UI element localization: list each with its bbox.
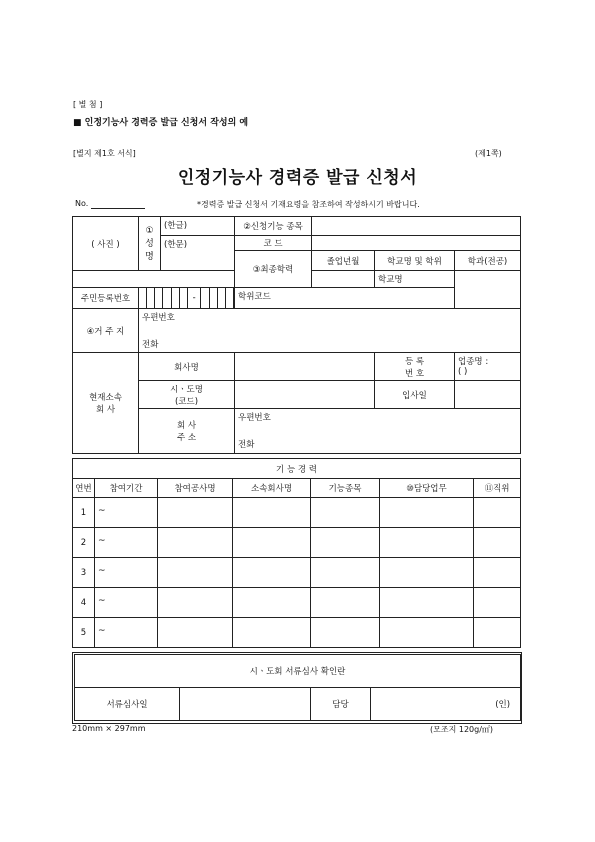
tilde-mark: ~ [98,506,106,516]
duty-field[interactable] [380,618,474,648]
name-hangul-field[interactable] [161,217,235,236]
company-label: 현재소속 회 사 [73,353,139,454]
skill-type-field[interactable] [312,217,521,236]
name-hanja-field[interactable] [161,236,235,271]
city-field[interactable] [235,381,375,409]
business-type-field[interactable] [455,353,521,381]
company-field[interactable] [233,558,311,588]
tilde-mark: ~ [98,536,106,546]
review-date-field[interactable] [180,688,311,721]
company-field[interactable] [233,618,311,648]
period-field[interactable] [95,588,158,618]
company-postal-label: 우편번호 [238,413,271,423]
period-field[interactable] [95,498,158,528]
ssn-label: 주민등록번호 [73,288,139,309]
career-table [72,458,521,648]
tilde-mark: ~ [98,566,106,576]
form-number: [별지 제1호 서식] [73,149,136,158]
manager-label: 담당 [311,688,371,721]
table-row [73,528,521,558]
hangul-label: (한글) [164,221,188,231]
number-label: No. [75,199,89,208]
duty-field[interactable] [380,588,474,618]
seal-field[interactable] [371,688,521,721]
skill-field[interactable] [311,528,380,558]
school-name-field[interactable] [375,271,455,288]
degree-code-field[interactable] [235,288,455,309]
skill-field[interactable] [311,498,380,528]
hanja-label: (한문) [164,240,188,250]
reg-no-label: 등 록 번 호 [375,353,455,381]
skill-field[interactable] [311,618,380,648]
project-field[interactable] [158,528,233,558]
postal-label: 우편번호 [142,313,175,323]
col-duty: ⑩담당업무 [380,479,474,498]
ssn-dash: - [188,288,202,308]
skill-field[interactable] [311,588,380,618]
skill-field[interactable] [311,558,380,588]
table-row [73,498,521,528]
col-no: 연번 [73,479,95,498]
col-position: ⑪직위 [474,479,521,498]
project-field[interactable] [158,558,233,588]
grad-year-field[interactable] [312,271,375,288]
section-heading: ■ 인정기능사 경력증 발급 신청서 작성의 예 [73,118,249,128]
review-title: 시ㆍ도회 서류심사 확인란 [75,655,521,688]
address-label: ④거 주 지 [73,309,139,353]
business-type-paren: ( ) [458,367,468,377]
table-row [73,558,521,588]
form-title: 인정기능사 경력증 발급 신청서 [177,168,418,188]
position-field[interactable] [474,588,521,618]
photo-box: ( 사진 ) [73,217,139,271]
education-label: ③최종학력 [235,251,312,288]
period-field[interactable] [95,528,158,558]
company-phone-label: 전화 [238,440,255,450]
skill-type-label: ②신청기능 종목 [235,217,312,236]
project-field[interactable] [158,498,233,528]
tilde-mark: ~ [98,626,106,636]
major-header: 학과(전공) [455,251,521,271]
table-row [73,588,521,618]
row-number: 5 [73,618,95,648]
company-field[interactable] [233,528,311,558]
project-field[interactable] [158,588,233,618]
paper-size: 210mm × 297mm [72,724,146,733]
ssn-field[interactable] [139,288,235,309]
row-number: 3 [73,558,95,588]
review-box [72,652,522,724]
seal-label: (인) [495,700,511,710]
col-project: 참여공사명 [158,479,233,498]
col-company: 소속회사명 [233,479,311,498]
position-field[interactable] [474,558,521,588]
review-table [74,654,521,721]
code-label: 코 드 [235,236,312,251]
row-number: 2 [73,528,95,558]
company-address-field[interactable] [235,409,521,454]
duty-field[interactable] [380,498,474,528]
duty-field[interactable] [380,558,474,588]
page-number: (제1쪽) [475,149,502,158]
grad-year-header: 졸업년월 [312,251,375,271]
code-field[interactable] [312,236,521,251]
company-field[interactable] [233,498,311,528]
company-address-label: 회 사 주 소 [139,409,235,454]
address-field[interactable] [139,309,521,353]
period-field[interactable] [95,558,158,588]
row-number: 1 [73,498,95,528]
number-line [91,208,145,209]
major-field[interactable] [455,271,521,309]
name-label: ① 성 명 [139,217,161,271]
join-date-field[interactable] [455,381,521,409]
company-name-field[interactable] [235,353,375,381]
position-field[interactable] [474,498,521,528]
degree-code-label: 학위코드 [238,292,271,302]
school-degree-header: 학교명 및 학위 [375,251,455,271]
company-field[interactable] [233,588,311,618]
city-label: 시ㆍ도명 (코드) [139,381,235,409]
business-type-label: 업종명 : [458,357,489,367]
tilde-mark: ~ [98,596,106,606]
school-name-label: 학교명 [378,275,403,285]
join-date-label: 입사일 [375,381,455,409]
position-field[interactable] [474,618,521,648]
project-field[interactable] [158,618,233,648]
review-date-label: 서류심사일 [75,688,180,721]
period-field[interactable] [95,618,158,648]
col-skill: 기능종목 [311,479,380,498]
application-form [72,216,521,454]
duty-field[interactable] [380,528,474,558]
phone-label: 전화 [142,340,159,350]
col-period: 참여기간 [95,479,158,498]
company-name-label: 회사명 [139,353,235,381]
position-field[interactable] [474,528,521,558]
instruction-note: *경력증 발급 신청서 기재요령을 참조하여 작성하시기 바랍니다. [197,200,420,209]
table-row [73,618,521,648]
paper-spec: (모조지 120g/㎡) [430,725,494,734]
row-number: 4 [73,588,95,618]
annex-label: [ 별 첨 ] [73,100,103,109]
career-section-title: 기 능 경 력 [73,459,521,479]
